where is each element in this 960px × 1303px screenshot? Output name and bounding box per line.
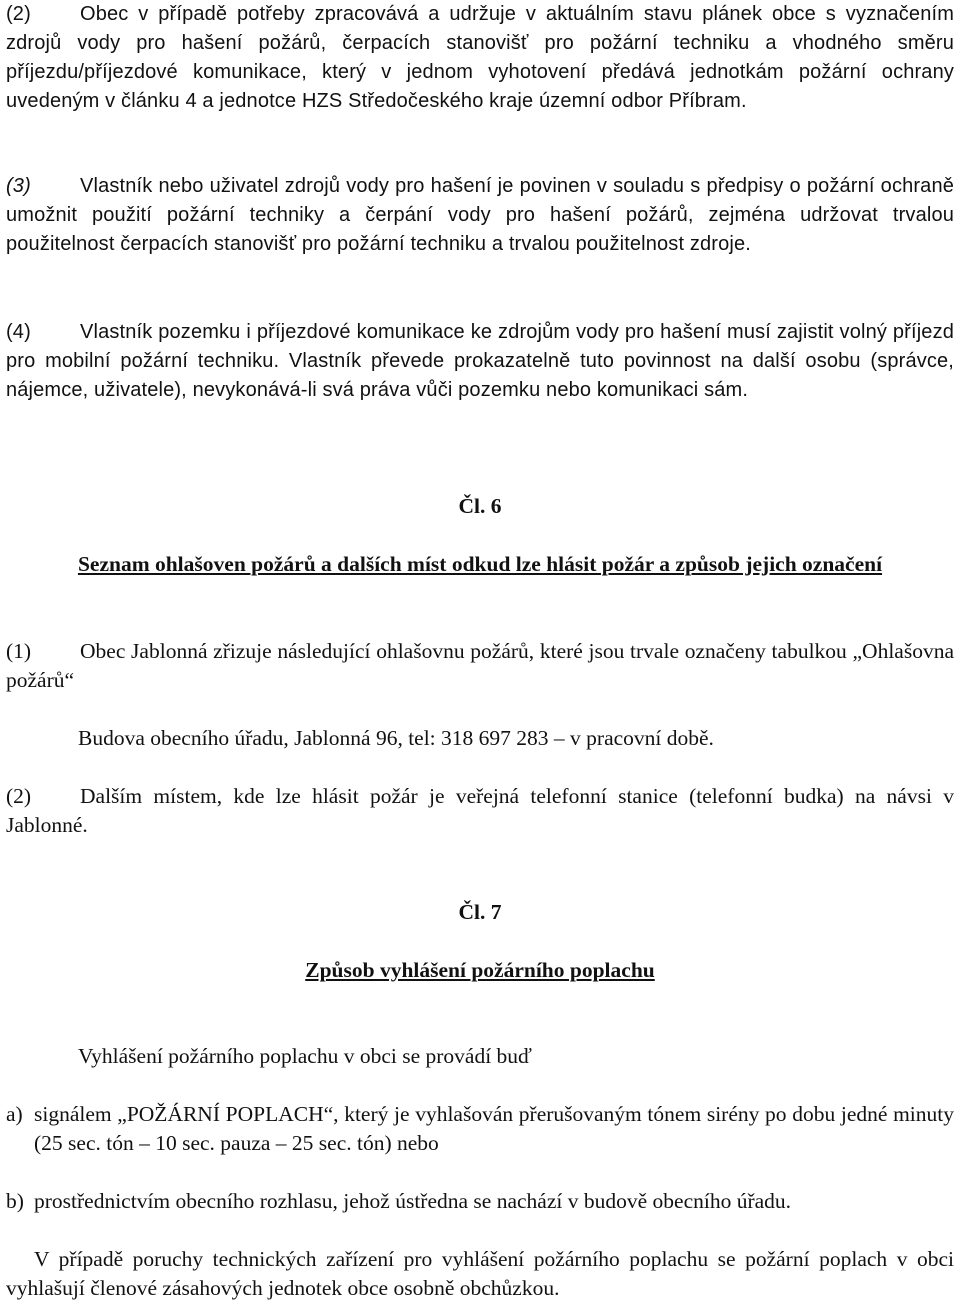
reporting-office-address: Budova obecního úřadu, Jablonná 96, tel: 318 697 283 – v pracovní době. [78,726,714,750]
art6-paragraph-1 [6,637,954,695]
alarm-option-a [6,1100,954,1158]
option-label: b) [6,1189,24,1213]
article-7-title: Způsob vyhlášení požárního poplachu [305,958,655,982]
option-text: signálem „POŽÁRNÍ POPLACH“, který je vyhlašován přerušovaným tónem sirény po dobu jedné minuty (25 sec. tón – 10 sec. pauza – 25 sec. tón) nebo [34,1102,954,1155]
paragraph-number: (2) [6,3,31,25]
paragraph-number: (1) [6,639,32,663]
art5-paragraph-2 [6,0,954,116]
paragraph-number: (4) [6,321,31,343]
option-label: a) [6,1102,23,1126]
article-7-heading: Čl. 7 [458,900,502,924]
article-6-title: Seznam ohlašoven požárů a dalších míst odkud lze hlásit požár a způsob jejich označení [77,552,883,576]
alarm-intro: Vyhlášení požárního poplachu v obci se provádí buď [78,1044,532,1068]
paragraph-text: Obec v případě potřeby zpracovává a udržuje v aktuálním stavu plánek obce s vyznačením zdrojů vody pro hašení požárů, čerpacích stanovišť pro požární techniku a vhodného směru příjezdu/příjezdové komunikace, který v jednom vyhotovení předává jednotkám požární ochrany uvedeným v článku 4 a jednotce HZS Středočeského kraje územní odbor Příbram. [6,3,954,112]
article-6-heading: Čl. 6 [458,494,502,518]
paragraph-text: Vlastník pozemku i příjezdové komunikace ke zdrojům vody pro hašení musí zajistit volný příjezd pro mobilní požární techniku. Vlastník převede prokazatelně tuto povinnost na další osobu (správce, nájemce, uživatele), nevykonává-li svá práva vůči pozemku nebo komunikaci sám. [6,321,954,401]
paragraph-number: (2) [6,784,32,808]
option-text: prostřednictvím obecního rozhlasu, jehož ústředna se nachází v budově obecního úřadu. [34,1189,792,1213]
paragraph-text: Vlastník nebo uživatel zdrojů vody pro hašení je povinen v souladu s předpisy o požární ochraně umožnit použití požární techniky a čerpání vody pro hašení požárů, zejména udržovat trvalou použitelnost čerpacích stanovišť pro požární techniku a trvalou použitelnost zdroje. [6,175,954,255]
paragraph-text: Obec Jablonná zřizuje následující ohlašovnu požárů, které jsou trvale označeny tabulkou „Ohlašovna požárů“ [6,639,954,692]
paragraph-text: Dalším místem, kde lze hlásit požár je veřejná telefonní stanice (telefonní budka) na návsi v Jablonné. [6,784,954,837]
paragraph-number: (3) [6,175,31,197]
art5-paragraph-4 [6,318,954,405]
art5-paragraph-3 [6,172,954,259]
closing-paragraph: V případě poruchy technických zařízení pro vyhlášení požárního poplachu se požární poplach v obci vyhlašují členové zásahových jednotek obce osobně obchůzkou. [6,1247,954,1300]
alarm-option-b [6,1187,954,1216]
art6-paragraph-2 [6,782,954,840]
